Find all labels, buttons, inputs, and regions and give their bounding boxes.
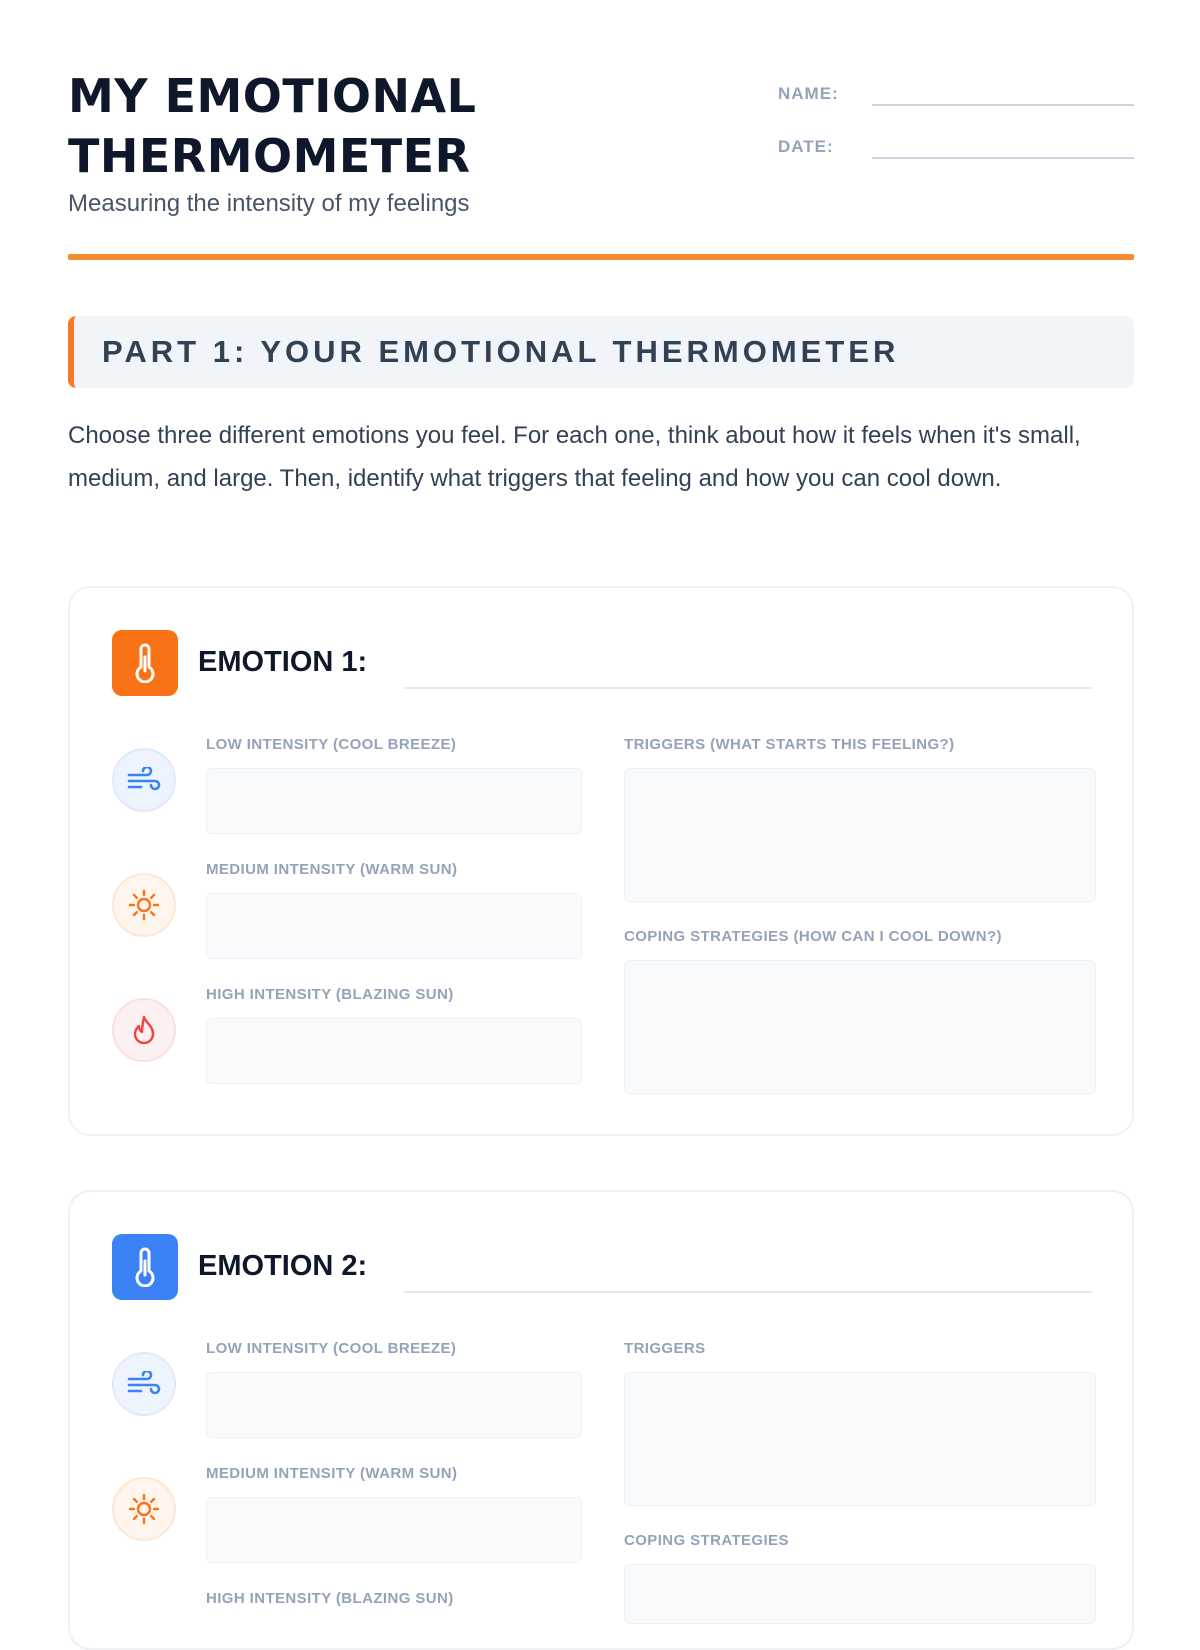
sun-icon xyxy=(112,1477,176,1541)
date-field[interactable] xyxy=(778,129,1134,159)
wind-icon xyxy=(112,1352,176,1416)
triggers-input[interactable] xyxy=(624,768,1096,902)
page-subtitle: Measuring the intensity of my feelings xyxy=(68,190,470,217)
medium-intensity-input[interactable] xyxy=(206,1497,582,1563)
date-label: DATE: xyxy=(778,137,834,156)
medium-intensity-label: MEDIUM INTENSITY (WARM SUN) xyxy=(206,861,458,878)
emotion-name-line[interactable] xyxy=(404,687,1092,689)
thermometer-icon xyxy=(112,630,178,696)
date-line[interactable] xyxy=(872,157,1134,159)
header-divider xyxy=(68,254,1134,260)
low-intensity-label: LOW INTENSITY (COOL BREEZE) xyxy=(206,1340,457,1357)
sun-icon xyxy=(112,873,176,937)
emotion-card-2 xyxy=(68,1190,1134,1650)
low-intensity-label: LOW INTENSITY (COOL BREEZE) xyxy=(206,736,457,753)
high-intensity-label: HIGH INTENSITY (BLAZING SUN) xyxy=(206,986,454,1003)
high-intensity-input[interactable] xyxy=(206,1018,582,1084)
triggers-input[interactable] xyxy=(624,1372,1096,1506)
medium-intensity-input[interactable] xyxy=(206,893,582,959)
emotion-title: EMOTION 2: xyxy=(198,1250,368,1282)
coping-strategies-input[interactable] xyxy=(624,960,1096,1094)
emotion-card-1 xyxy=(68,586,1134,1136)
coping-strategies-label: COPING STRATEGIES xyxy=(624,1532,789,1549)
thermometer-icon xyxy=(112,1234,178,1300)
section-instructions: Choose three different emotions you feel. For each one, think about how it feels when it's small, medium, and large. Then, identify what triggers that feeling and how you can cool down. xyxy=(68,422,1081,492)
wind-icon xyxy=(112,748,176,812)
worksheet-page xyxy=(68,0,1134,1607)
page-title xyxy=(68,66,476,186)
high-intensity-label: HIGH INTENSITY (BLAZING SUN) xyxy=(206,1590,454,1607)
name-field[interactable] xyxy=(778,76,1134,106)
name-label: NAME: xyxy=(778,84,839,103)
medium-intensity-label: MEDIUM INTENSITY (WARM SUN) xyxy=(206,1465,458,1482)
title-line-2: THERMOMETER xyxy=(68,129,471,183)
triggers-label: TRIGGERS (WHAT STARTS THIS FEELING?) xyxy=(624,736,955,753)
emotion-name-line[interactable] xyxy=(404,1291,1092,1293)
low-intensity-input[interactable] xyxy=(206,1372,582,1438)
section-title: PART 1: YOUR EMOTIONAL THERMOMETER xyxy=(102,334,900,369)
low-intensity-input[interactable] xyxy=(206,768,582,834)
name-line[interactable] xyxy=(872,104,1134,106)
flame-icon xyxy=(112,998,176,1062)
worksheet-header xyxy=(68,0,1134,262)
coping-strategies-input[interactable] xyxy=(624,1564,1096,1624)
triggers-label: TRIGGERS xyxy=(624,1340,706,1357)
coping-strategies-label: COPING STRATEGIES (HOW CAN I COOL DOWN?) xyxy=(624,928,1002,945)
section-header xyxy=(68,316,1134,388)
emotion-title: EMOTION 1: xyxy=(198,646,368,678)
title-line-1: MY EMOTIONAL xyxy=(68,69,477,123)
